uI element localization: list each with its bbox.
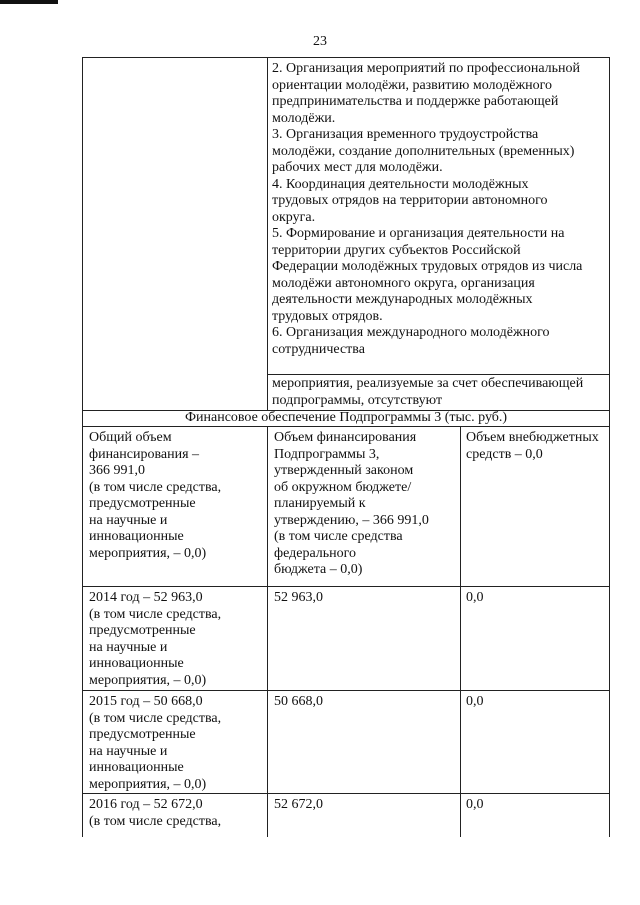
supporting-line: мероприятия, реализуемые за счет обеспечивающей [272,376,584,391]
measures-line: трудовых отрядов на территории автономного [272,193,548,208]
header-budget-line: Подпрограммы 3, [274,446,380,462]
measures-line: сотрудничества [272,341,365,357]
measures-line: 4. Координация деятельности молодёжных [272,176,529,192]
row-2016-total-line: (в том числе средства, [89,813,222,829]
header-total-line: на научные и [89,512,168,528]
table-divider-top [267,57,268,410]
header-offbudget-line: Объем внебюджетных [466,430,599,445]
row-2015-total-line: на научные и [89,743,168,759]
row-2014-total-line: (в том числе средства, [89,606,222,622]
header-budget-line: бюджета – 0,0) [274,562,363,577]
row-2015-total-line: предусмотренные [89,727,196,742]
measures-line: территории других субъектов Российской [272,242,521,258]
measures-line: 5. Формирование и организация деятельности на [272,226,565,241]
header-budget-line: утверждению, – 366 991,0 [274,512,429,528]
measures-line: деятельности международных молодёжных [272,292,533,307]
table-divider-col3 [460,426,461,837]
row-2016-offbudget-value: 0,0 [466,797,484,812]
measures-line: округа. [272,209,316,225]
row-2014-total-line: предусмотренные [89,623,196,638]
header-total-line: Общий объем [89,430,172,445]
row-2014-total-line: инновационные [89,656,184,671]
measures-line: Федерации молодёжных трудовых отрядов из числа [272,259,583,274]
measures-line: ориентации молодёжи, развитию молодёжного [272,77,553,93]
row-2015-budget-value: 50 668,0 [274,694,323,709]
row-2014-total-line: 2014 год – 52 963,0 [89,590,203,605]
table-rule-top [82,57,610,58]
measures-line: молодёжи, создание дополнительных (временных) [272,143,575,159]
row-2016-budget-value: 52 672,0 [274,797,323,812]
measures-line: 3. Организация временного трудоустройства [272,127,539,142]
header-total-line: инновационные [89,529,184,544]
row-2014-total-line: мероприятия, – 0,0) [89,672,207,688]
row-2015-total-line: инновационные [89,760,184,775]
measures-line: 2. Организация мероприятий по профессиональной [272,61,581,76]
table-rule-supporting [268,374,610,375]
header-budget-line: об окружном бюджете/ [274,479,412,495]
header-budget-line: федерального [274,545,357,561]
supporting-line: подпрограммы, отсутствуют [272,392,443,408]
row-2014-budget-value: 52 963,0 [274,590,323,605]
row-2015-offbudget-value: 0,0 [466,694,484,709]
row-2015-total-line: (в том числе средства, [89,710,222,726]
table-rule-row-2016 [82,793,610,794]
row-2014-offbudget-value: 0,0 [466,590,484,605]
measures-line: молодёжи. [272,110,336,126]
header-offbudget-line: средств – 0,0 [466,446,543,462]
top-rule-mark [0,0,58,4]
finance-title: Финансовое обеспечение Подпрограммы 3 (тыс. руб.) [184,410,508,425]
row-2014-total-line: на научные и [89,639,168,655]
measures-line: предпринимательства и поддержке работающей [272,94,559,109]
row-2015-total-line: мероприятия, – 0,0) [89,776,207,792]
measures-line: трудовых отрядов. [272,308,383,324]
header-budget-line: утвержденный законом [274,463,414,478]
header-total-line: (в том числе средства, [89,479,222,495]
header-budget-line: (в том числе средства [274,529,403,544]
row-2016-total-line: 2016 год – 52 672,0 [89,797,203,812]
header-budget-line: планируемый к [274,496,366,511]
header-total-line: финансирования – [89,446,200,462]
table-divider-col2 [267,426,268,837]
measures-line: рабочих мест для молодёжи. [272,160,443,175]
measures-line: 6. Организация международного молодёжного [272,325,550,340]
header-total-line: мероприятия, – 0,0) [89,545,207,561]
table-rule-row-2014 [82,586,610,587]
page-number: 23 [313,34,327,49]
table-rule-row-2015 [82,690,610,691]
row-2015-total-line: 2015 год – 50 668,0 [89,694,203,709]
header-budget-line: Объем финансирования [274,430,417,445]
measures-line: молодёжи автономного округа, организация [272,275,535,291]
header-total-line: 366 991,0 [89,463,145,478]
header-total-line: предусмотренные [89,496,196,511]
